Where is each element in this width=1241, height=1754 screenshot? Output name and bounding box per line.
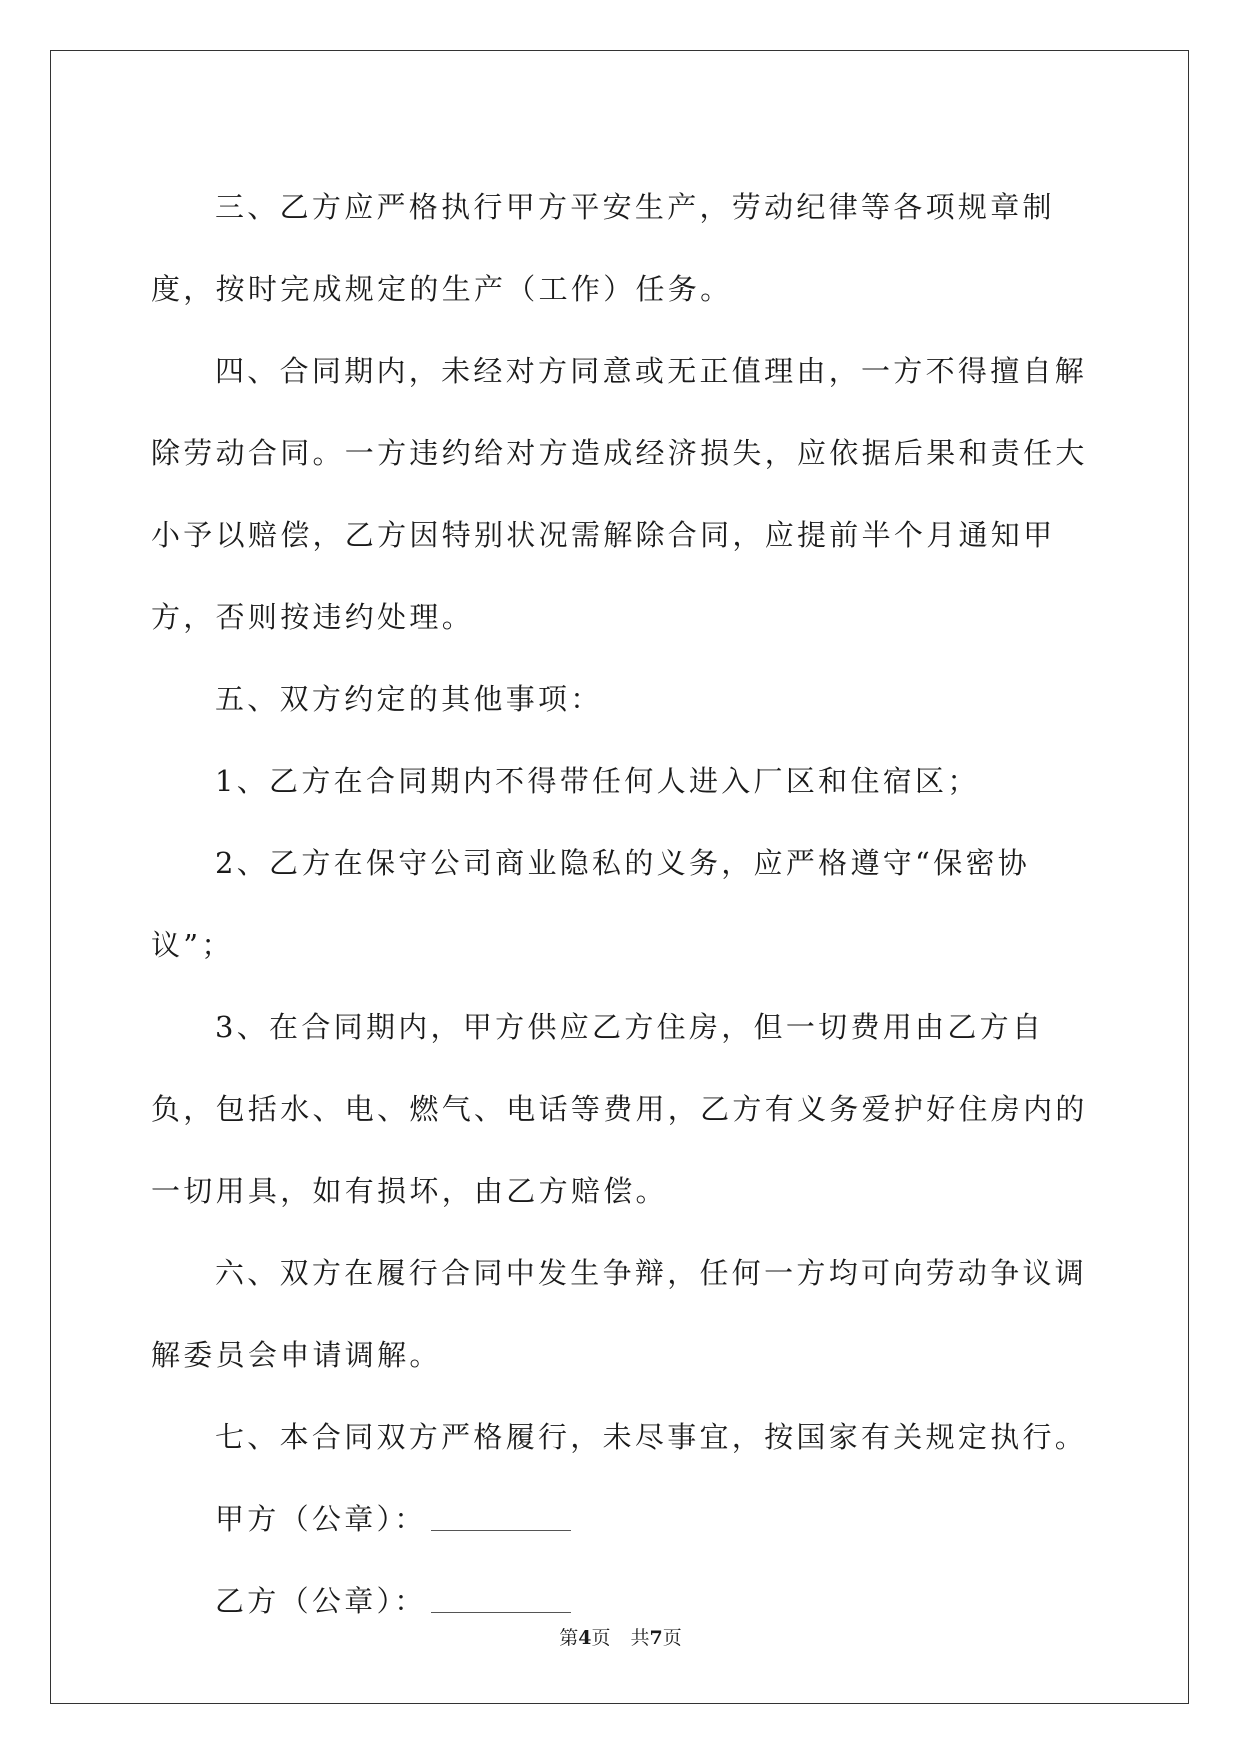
document-body <box>151 166 1091 1642</box>
party-a-blank-line <box>431 1512 571 1531</box>
clause-3: 三、乙方应严格执行甲方平安生产，劳动纪律等各项规章制度，按时完成规定的生产（工作）任务。 <box>151 190 1055 306</box>
page-footer <box>0 1623 1241 1650</box>
clause-5-item-2: 2、乙方在保守公司商业隐私的义务，应严格遵守“保密协议”； <box>151 846 1031 962</box>
party-a-label: 甲方（公章）： <box>215 1502 427 1536</box>
party-a-signature <box>151 1478 1091 1560</box>
page-current: 4 <box>578 1627 592 1649</box>
clause-7: 七、本合同双方严格履行，未尽事宜，按国家有关规定执行。 <box>215 1420 1088 1454</box>
clause-4: 四、合同期内，未经对方同意或无正值理由，一方不得擅自解除劳动合同。一方违约给对方造成经济损失，应依据后果和责任大小予以赔偿，乙方因特别状况需解除合同，应提前半个月通知甲方，否则按违约处理。 <box>151 354 1088 634</box>
party-b-blank-line <box>431 1594 571 1613</box>
clause-5-item-1: 1、乙方在合同期内不得带任何人进入厂区和住宿区； <box>215 764 980 798</box>
clause-5-item-3: 3、在合同期内，甲方供应乙方住房，但一切费用由乙方自负，包括水、电、燃气、电话等费用，乙方有义务爱护好住房内的一切用具，如有损坏，由乙方赔偿。 <box>151 1010 1088 1208</box>
clause-6: 六、双方在履行合同中发生争辩，任何一方均可向劳动争议调解委员会申请调解。 <box>151 1256 1088 1372</box>
page-total: 7 <box>649 1627 663 1649</box>
party-b-label: 乙方（公章）： <box>215 1584 427 1618</box>
total-prefix: 共 <box>630 1627 650 1649</box>
page-suffix: 页 <box>591 1627 611 1649</box>
clause-5-heading: 五、双方约定的其他事项： <box>215 682 603 716</box>
total-suffix: 页 <box>662 1627 682 1649</box>
page-prefix: 第 <box>559 1627 579 1649</box>
